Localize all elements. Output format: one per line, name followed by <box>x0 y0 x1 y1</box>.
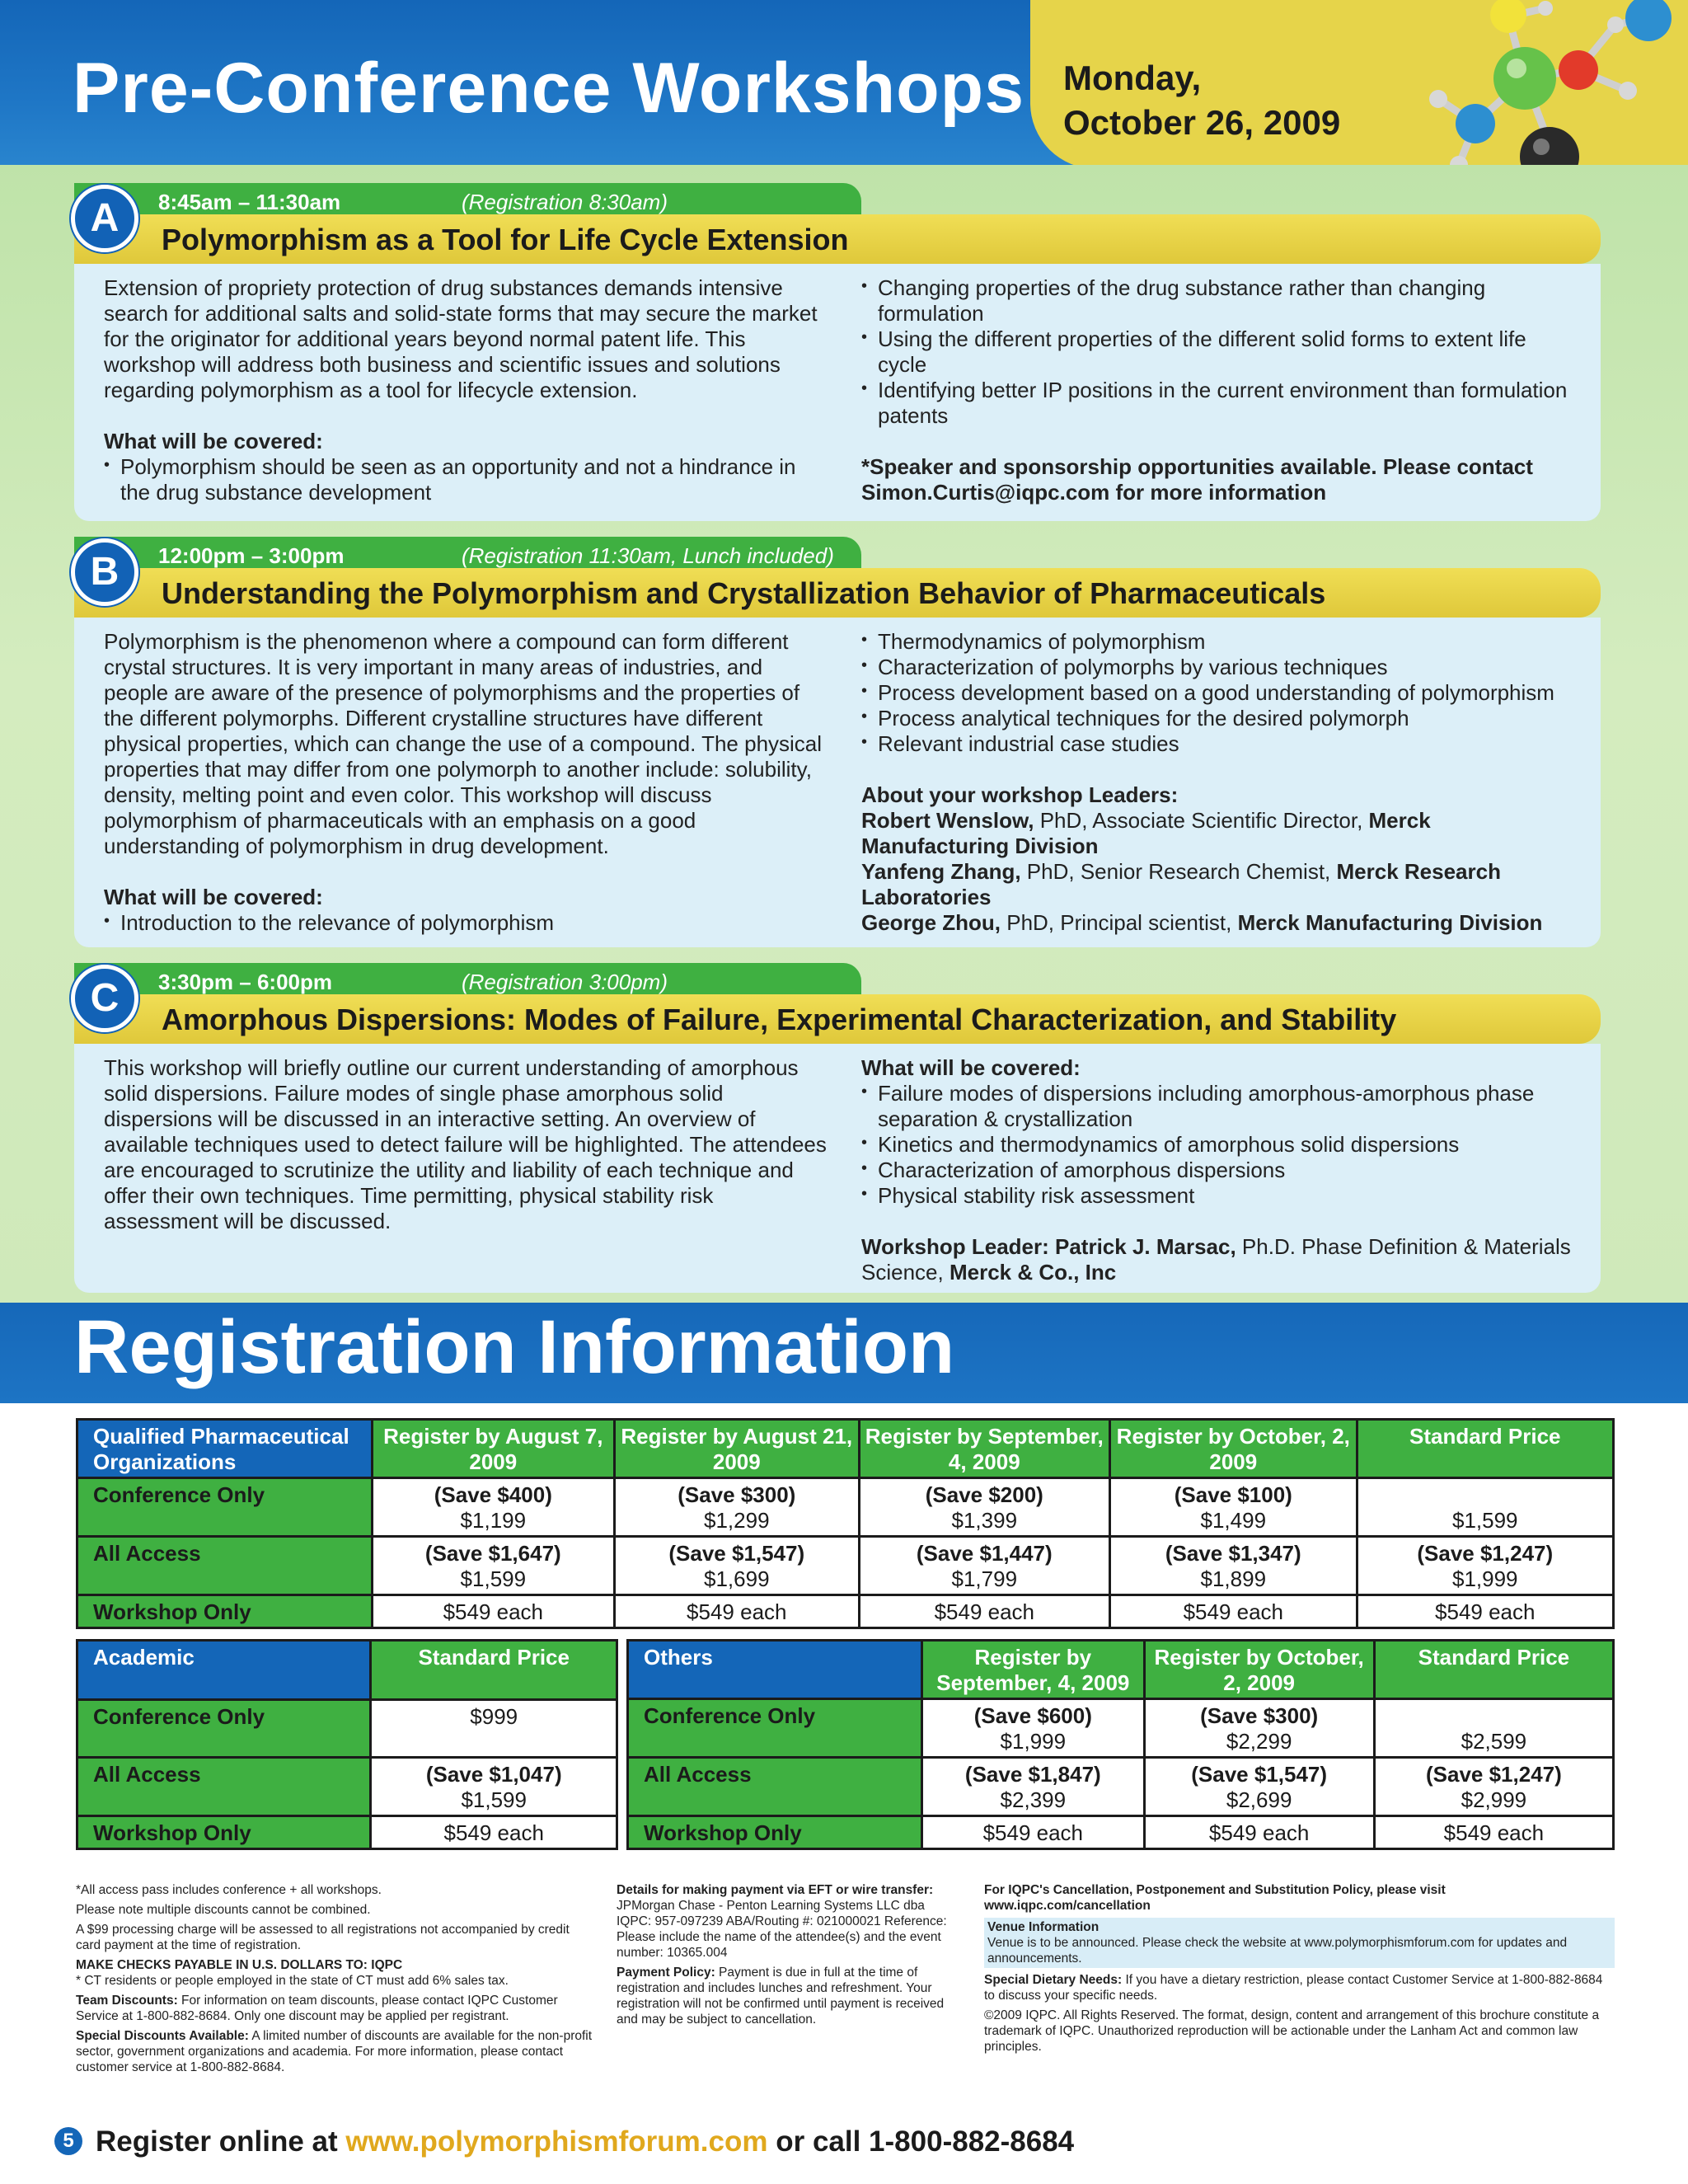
workshop-a-left-column <box>104 275 829 505</box>
price-cell: $549 each <box>1374 1816 1613 1849</box>
table-header-row <box>77 1641 617 1700</box>
price-cell: $549 each <box>922 1816 1144 1849</box>
note <box>617 1965 961 2027</box>
leader-role: Ph.D. Phase Definition & Materials Science, <box>861 1234 1571 1285</box>
price: $1,999 <box>1000 1729 1067 1754</box>
registration-title: Registration Information <box>74 1305 955 1389</box>
row-label: Conference Only <box>77 1478 373 1537</box>
table-header-cell: Register by September, 4, 2009 <box>859 1420 1110 1478</box>
price-cell <box>371 1758 617 1816</box>
price-cell: $549 each <box>859 1595 1110 1628</box>
workshop-b-title: Understanding the Polymorphism and Crystallization Behavior of Pharmaceuticals <box>74 568 1601 618</box>
savings: (Save $1,547) <box>1191 1762 1328 1787</box>
note-heading: Team Discounts: <box>76 1994 178 2008</box>
table-header-cell: Qualified Pharmaceutical Organizations <box>77 1420 373 1478</box>
price-cell: $549 each <box>1144 1816 1374 1849</box>
list-item: • Physical stability risk assessment <box>861 1183 1578 1209</box>
list-item: • Using the different properties of the different solid forms to extent life cycle <box>861 326 1578 378</box>
price-cell <box>859 1537 1110 1595</box>
workshop-b-leader-3 <box>861 910 1578 936</box>
workshop-a-registration: (Registration 8:30am) <box>462 190 668 214</box>
workshop-a <box>74 183 1601 521</box>
price-cell <box>922 1758 1144 1816</box>
note <box>76 1993 593 2024</box>
savings: (Save $1,547) <box>668 1541 805 1566</box>
venue-text: Venue is to be announced. Please check the website at www.polymorphismforum.com for updates and announcements. <box>987 1936 1568 1966</box>
price: $2,999 <box>1461 1787 1527 1812</box>
note-text: Payment is due in full at the time of registration and includes lunches and refreshment. Your registration will not be confirmed until payment is received and may be subject to cancellation. <box>617 1966 945 2027</box>
price: $1,499 <box>1200 1508 1267 1533</box>
table-header-cell: Register by August 7, 2009 <box>372 1420 614 1478</box>
list-item: • Introduction to the relevance of polymorphism <box>104 910 829 936</box>
workshop-c-intro: This workshop will briefly outline our current understanding of amorphous solid dispersions. Failure modes of single phase amorphous solid dispersions will be discussed in an interactive setting. An overview of available techniques used to detect failure will be highlighted. The attendees are encouraged to scrutinize the utility and liability of each technique and offer their own techniques. Time permitting, physical stability risk assessment will be discussed. <box>104 1055 827 1233</box>
leader-name: Robert Wenslow, <box>861 808 1034 833</box>
row-label: All Access <box>77 1758 371 1816</box>
note-heading: Payment Policy: <box>617 1966 715 1980</box>
workshop-c-left-column <box>104 1055 829 1260</box>
page-title: Pre-Conference Workshops <box>73 49 1025 128</box>
price-cell <box>922 1699 1144 1758</box>
savings: (Save $1,647) <box>424 1541 561 1566</box>
workshop-b-time: 12:00pm – 3:00pm <box>158 543 345 568</box>
row-label: Workshop Only <box>77 1595 373 1628</box>
price-cell: $549 each <box>615 1595 859 1628</box>
table-row <box>77 1478 1614 1537</box>
savings <box>1381 1703 1607 1729</box>
leader-role: PhD, Associate Scientific Director, <box>1034 808 1369 833</box>
header-date <box>1063 56 1340 145</box>
table-header-cell: Standard Price <box>1374 1641 1613 1699</box>
price-cell <box>1144 1699 1374 1758</box>
list-item: • Process development based on a good understanding of polymorphism <box>861 680 1578 706</box>
row-label: All Access <box>628 1758 922 1816</box>
copyright: ©2009 IQPC. All Rights Reserved. The format, design, content and arrangement of this brochure constitute a trademark of IQPC. Unauthorized reproduction will be actionable under the Lanham Act and common law principles. <box>984 2008 1600 2054</box>
workshop-c-time: 3:30pm – 6:00pm <box>158 970 332 994</box>
workshop-b-covered-list-left <box>104 910 829 936</box>
workshop-b-leader-2 <box>861 859 1578 910</box>
note: A $99 processing charge will be assessed to all registrations not accompanied by credit card payment at the time of registration. <box>76 1923 570 1952</box>
workshop-b-intro: Polymorphism is the phenomenon where a compound can form different crystal structures. It is very important in many areas of industries, and people are aware of the presence of polymorphisms and the properties of the different polymorphs. Different crystalline structures have different physical properties, which can change the use of a compound. The physical properties that may differ from one polymorph to another include: solubility, density, melting point and even color. This workshop will discuss polymorphism of pharmaceuticals with an emphasis on a good understanding of polymorphism in drug development. <box>104 629 823 858</box>
leader-org: Merck Manufacturing Division <box>1237 910 1543 935</box>
list-item: • Polymorphism should be seen as an opportunity and not a hindrance in the drug substance development <box>104 454 829 505</box>
price: $1,299 <box>704 1508 770 1533</box>
price-cell <box>1374 1699 1613 1758</box>
price: $1,899 <box>1200 1566 1267 1591</box>
price: $1,399 <box>951 1508 1018 1533</box>
workshop-a-title: Polymorphism as a Tool for Life Cycle Extension <box>74 214 1601 264</box>
workshop-a-right-column <box>861 275 1578 505</box>
price: $1,599 <box>460 1566 527 1591</box>
savings: (Save $100) <box>1174 1482 1292 1507</box>
note <box>984 1972 1615 2003</box>
list-item: • Identifying better IP positions in the current environment than formulation patents <box>861 378 1578 429</box>
workshop-a-covered-list-right <box>861 275 1578 429</box>
savings: (Save $1,347) <box>1165 1541 1301 1566</box>
workshop-c-leader <box>861 1234 1578 1285</box>
leader-name: Yanfeng Zhang, <box>861 859 1021 884</box>
savings <box>1363 1482 1607 1508</box>
workshop-a-speaker-note: *Speaker and sponsorship opportunities available. Please contact Simon.Curtis@iqpc.com for more information <box>861 454 1533 505</box>
note-text: For information on team discounts, please contact IQPC Customer Service at 1-800-882-8684. Only one discount may be applied per registrant. <box>76 1994 558 2023</box>
price: $2,299 <box>1226 1729 1292 1754</box>
list-item: • Changing properties of the drug substance rather than changing formulation <box>861 275 1578 326</box>
savings: (Save $400) <box>434 1482 552 1507</box>
workshop-a-covered-heading: What will be covered: <box>104 429 323 453</box>
price: $1,799 <box>951 1566 1018 1591</box>
price: $1,999 <box>1451 1566 1518 1591</box>
savings: (Save $1,247) <box>1417 1541 1554 1566</box>
price-cell: $999 <box>371 1700 617 1758</box>
price: $2,699 <box>1226 1787 1292 1812</box>
leader-org: Merck Manufacturing Division <box>861 808 1431 858</box>
note-heading: Details for making payment via EFT or wire transfer: <box>617 1883 934 1897</box>
website-link[interactable]: www.polymorphismforum.com <box>345 2125 768 2158</box>
workshop-a-covered-list-left <box>104 454 829 505</box>
table-row <box>628 1699 1614 1758</box>
workshop-b-body <box>74 618 1601 947</box>
price: $1,599 <box>1451 1508 1518 1533</box>
workshop-b-covered-heading: What will be covered: <box>104 885 323 909</box>
price-cell <box>372 1537 614 1595</box>
cancellation-policy: For IQPC's Cancellation, Postponement and Substitution Policy, please visit www.iqpc.com/cancellation <box>984 1883 1446 1913</box>
price-cell: $549 each <box>371 1816 617 1849</box>
note-heading: Special Discounts Available: <box>76 2029 249 2043</box>
list-item: • Failure modes of dispersions including amorphous-amorphous phase separation & crystallization <box>861 1081 1578 1132</box>
table-header-cell: Academic <box>77 1641 371 1700</box>
workshop-c-badge: C <box>71 965 138 1032</box>
qualified-pricing-table <box>76 1418 1615 1629</box>
list-item: • Relevant industrial case studies <box>861 731 1578 757</box>
note-text: * CT residents or people employed in the state of CT must add 6% sales tax. <box>76 1974 509 1988</box>
others-pricing-table <box>626 1639 1615 1850</box>
workshop-b-covered-list-right <box>861 629 1578 757</box>
list-item: • Kinetics and thermodynamics of amorphous solid dispersions <box>861 1132 1578 1158</box>
page-number: 5 <box>54 2127 82 2155</box>
price-cell: $549 each <box>1357 1595 1613 1628</box>
leader-org: Merck Research Laboratories <box>861 859 1501 909</box>
price-cell <box>1144 1758 1374 1816</box>
price-cell: $549 each <box>1110 1595 1357 1628</box>
notes-column-2 <box>617 1882 961 2031</box>
row-label: All Access <box>77 1537 373 1595</box>
table-header-cell: Register by September, 4, 2009 <box>922 1641 1144 1699</box>
list-item: • Characterization of amorphous dispersions <box>861 1158 1578 1183</box>
table-row <box>77 1700 617 1758</box>
notes-column-3 <box>984 1882 1615 2059</box>
price-cell <box>1110 1478 1357 1537</box>
savings: (Save $600) <box>973 1703 1092 1728</box>
savings: (Save $300) <box>678 1482 796 1507</box>
notes-column-1 <box>76 1882 593 2079</box>
venue-heading: Venue Information <box>987 1920 1100 1934</box>
table-row <box>77 1595 1614 1628</box>
register-suffix: or call 1-800-882-8684 <box>767 2125 1075 2158</box>
leader-org: Merck & Co., Inc <box>949 1260 1117 1285</box>
table-header-cell: Standard Price <box>1357 1420 1613 1478</box>
workshop-a-body <box>74 264 1601 521</box>
table-header-cell: Standard Price <box>371 1641 617 1700</box>
workshop-c-covered-heading: What will be covered: <box>861 1055 1081 1080</box>
note-text: A limited number of discounts are available for the non-profit sector, government organizations and academia. For more information, please contact customer service at 1-800-882-8684. <box>76 2029 593 2074</box>
workshop-a-badge: A <box>71 185 138 252</box>
table-header-cell: Others <box>628 1641 922 1699</box>
leader-name: George Zhou, <box>861 910 1001 935</box>
leader-role: PhD, Senior Research Chemist, <box>1020 859 1337 884</box>
workshop-b-right-column <box>861 629 1578 936</box>
price: $2,399 <box>1000 1787 1067 1812</box>
leader-role: PhD, Principal scientist, <box>1001 910 1238 935</box>
row-label: Workshop Only <box>628 1816 922 1849</box>
savings: (Save $1,847) <box>964 1762 1101 1787</box>
register-online-line <box>54 2125 1074 2158</box>
workshop-b <box>74 537 1601 949</box>
workshop-c-registration: (Registration 3:00pm) <box>462 970 668 994</box>
savings: (Save $1,447) <box>916 1541 1053 1566</box>
row-label: Workshop Only <box>77 1816 371 1849</box>
leader-name: Workshop Leader: Patrick J. Marsac, <box>861 1234 1236 1259</box>
table-header-row <box>628 1641 1614 1699</box>
note-text: JPMorgan Chase - Penton Learning Systems LLC dba IQPC: 957-097239 ABA/Routing #: 021000021 Reference: Please include the name of the attendee(s) and the event number: 10365.004 <box>617 1899 947 1960</box>
workshop-c-covered-list <box>861 1081 1578 1209</box>
price-cell <box>859 1478 1110 1537</box>
savings: (Save $1,047) <box>425 1762 562 1787</box>
note <box>617 1882 961 1961</box>
savings: (Save $1,247) <box>1425 1762 1562 1787</box>
price-cell <box>372 1478 614 1537</box>
price: $1,199 <box>460 1508 527 1533</box>
savings: (Save $200) <box>925 1482 1043 1507</box>
table-header-row <box>77 1420 1614 1478</box>
workshop-b-leader-1 <box>861 808 1578 859</box>
price: $1,599 <box>461 1787 527 1812</box>
table-row <box>77 1816 617 1849</box>
register-prefix: Register online at <box>96 2125 346 2158</box>
academic-pricing-table <box>76 1639 618 1850</box>
workshop-c-right-column <box>861 1055 1578 1285</box>
price-cell <box>615 1478 859 1537</box>
price-cell <box>1374 1758 1613 1816</box>
workshop-c-title: Amorphous Dispersions: Modes of Failure, Experimental Characterization, and Stability <box>74 994 1601 1044</box>
note-text: If you have a dietary restriction, please contact Customer Service at 1-800-882-8684 to discuss your specific needs. <box>984 1973 1603 2003</box>
savings: (Save $300) <box>1200 1703 1319 1728</box>
price-cell <box>1357 1478 1613 1537</box>
price-cell <box>1110 1537 1357 1595</box>
table-header-cell: Register by October, 2, 2009 <box>1110 1420 1357 1478</box>
header-date-weekday: Monday, <box>1063 59 1202 97</box>
list-item: • Thermodynamics of polymorphism <box>861 629 1578 655</box>
price-cell <box>615 1537 859 1595</box>
venue-info-box <box>984 1918 1615 1968</box>
note <box>76 1957 593 1989</box>
workshop-c-body <box>74 1044 1601 1293</box>
list-item: • Characterization of polymorphs by various techniques <box>861 655 1578 680</box>
price: $2,599 <box>1461 1729 1527 1754</box>
price: $1,699 <box>704 1566 770 1591</box>
row-label: Conference Only <box>77 1700 371 1758</box>
workshop-a-time: 8:45am – 11:30am <box>158 190 341 214</box>
note-heading: MAKE CHECKS PAYABLE IN U.S. DOLLARS TO: IQPC <box>76 1958 403 1972</box>
table-row <box>628 1758 1614 1816</box>
note: Please note multiple discounts cannot be combined. <box>76 1903 371 1917</box>
table-header-cell: Register by October, 2, 2009 <box>1144 1641 1374 1699</box>
note <box>76 2028 593 2075</box>
workshop-c <box>74 963 1601 1293</box>
table-row <box>77 1537 1614 1595</box>
table-row <box>77 1758 617 1816</box>
row-label: Conference Only <box>628 1699 922 1758</box>
table-header-cell: Register by August 21, 2009 <box>615 1420 859 1478</box>
price-cell: $549 each <box>372 1595 614 1628</box>
note-heading: Special Dietary Needs: <box>984 1973 1123 1987</box>
table-row <box>628 1816 1614 1849</box>
workshop-b-leaders-heading: About your workshop Leaders: <box>861 782 1179 807</box>
list-item: • Process analytical techniques for the desired polymorph <box>861 706 1578 731</box>
workshop-b-left-column <box>104 629 829 936</box>
note: *All access pass includes conference + all workshops. <box>76 1883 382 1897</box>
price-cell <box>1357 1537 1613 1595</box>
workshop-b-registration: (Registration 11:30am, Lunch included) <box>462 543 834 568</box>
workshop-a-intro: Extension of propriety protection of drug substances demands intensive search for additional salts and solid-state forms that may secure the market for the originator for additional years beyond normal patent life. This workshop will address both business and scientific issues and solutions regarding polymorphism as a tool for lifecycle extension. <box>104 275 818 402</box>
header-date-full: October 26, 2009 <box>1063 103 1341 142</box>
workshop-b-badge: B <box>71 538 138 606</box>
